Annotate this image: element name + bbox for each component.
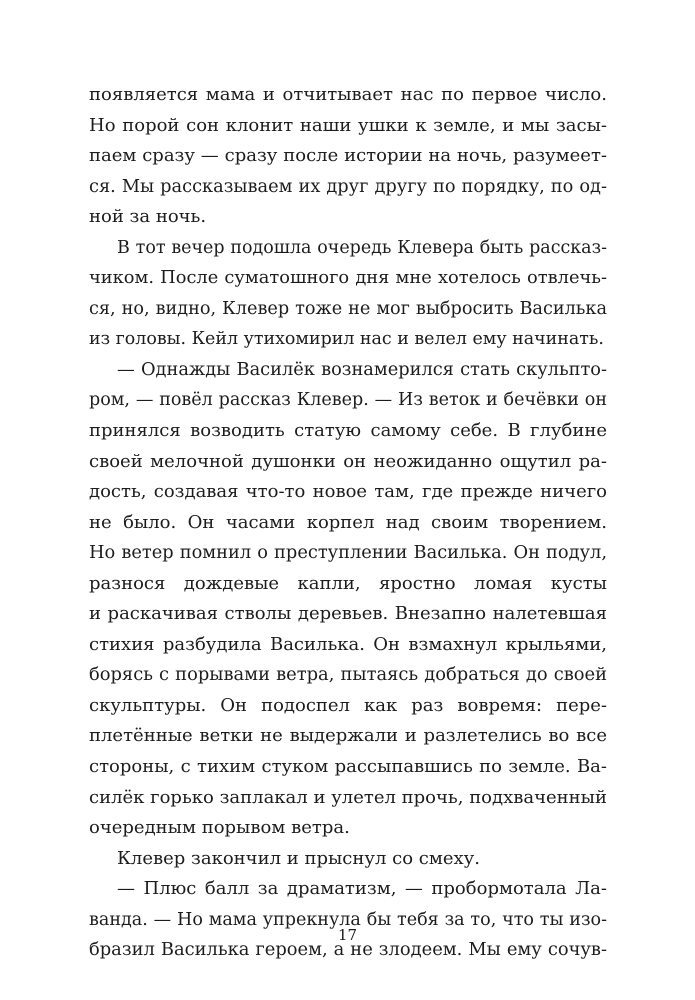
text-line: плетённые ветки не выдержали и разлетелись во все	[89, 725, 607, 747]
text-line: принялся возводить статую самому себе. В глубине	[89, 420, 607, 442]
text-line: стороны, с тихим стуком рассыпавшись по земле. Ва-	[89, 756, 607, 778]
text-line: появляется мама и отчитывает нас по первое число.	[89, 84, 607, 105]
text-line: разнося дождевые капли, яростно ломая кусты	[89, 572, 607, 594]
page-number: 17	[337, 926, 358, 944]
text-line: из головы. Кейл утихомирил нас и велел ему начинать.	[89, 329, 604, 350]
text-line: ванда. — Но мама упрекнула бы тебя за то, что ты изо-	[89, 909, 607, 930]
text-line: — Плюс балл за драматизм, — пробормотала Ла-	[117, 878, 607, 900]
text-line: своей мелочной душонки он неожиданно ощутил ра-	[89, 450, 607, 472]
text-line: паем сразу — сразу после истории на ночь, разумеет-	[89, 145, 607, 167]
text-line: бразил Василька героем, а не злодеем. Мы ему сочув-	[89, 939, 607, 961]
text-line: стихия разбудила Василька. Он взмахнул крыльями,	[89, 633, 607, 655]
text-line: чиком. После суматошного дня мне хотелось отвлечь-	[89, 267, 607, 289]
text-line: ром, — повёл рассказ Клевер. — Из веток и бечёвки он	[89, 390, 607, 411]
text-line: ной за ночь.	[89, 206, 207, 228]
text-line: силёк горько заплакал и улетел прочь, подхваченный	[89, 786, 607, 808]
text-line: — Однажды Василёк вознамерился стать скульпто-	[117, 358, 607, 380]
text-line: ся, но, видно, Клевер тоже не мог выбросить Василька	[89, 298, 607, 319]
text-line: очередным порывом ветра.	[89, 817, 350, 839]
text-line: борясь с порывами ветра, пытаясь добраться до своей	[89, 664, 607, 686]
text-line: скульптуры. Он подоспел как раз вовремя: пере-	[89, 694, 607, 716]
text-line: Клевер закончил и прыснул со смеху.	[117, 847, 480, 869]
text-line: ся. Мы рассказываем их друг другу по порядку, по од-	[89, 175, 607, 197]
text-line: не было. Он часами корпел над своим творением.	[89, 511, 607, 533]
text-line: В тот вечер подошла очередь Клевера быть рассказ-	[117, 237, 607, 258]
text-line: Но порой сон клонит наши ушки к земле, и мы засы-	[89, 114, 607, 136]
body-text	[89, 80, 607, 966]
text-line: и раскачивая стволы деревьев. Внезапно налетевшая	[89, 603, 607, 625]
text-line: Но ветер помнил о преступлении Василька. Он подул,	[89, 542, 607, 564]
text-line: дость, создавая что-то новое там, где прежде ничего	[89, 481, 607, 503]
